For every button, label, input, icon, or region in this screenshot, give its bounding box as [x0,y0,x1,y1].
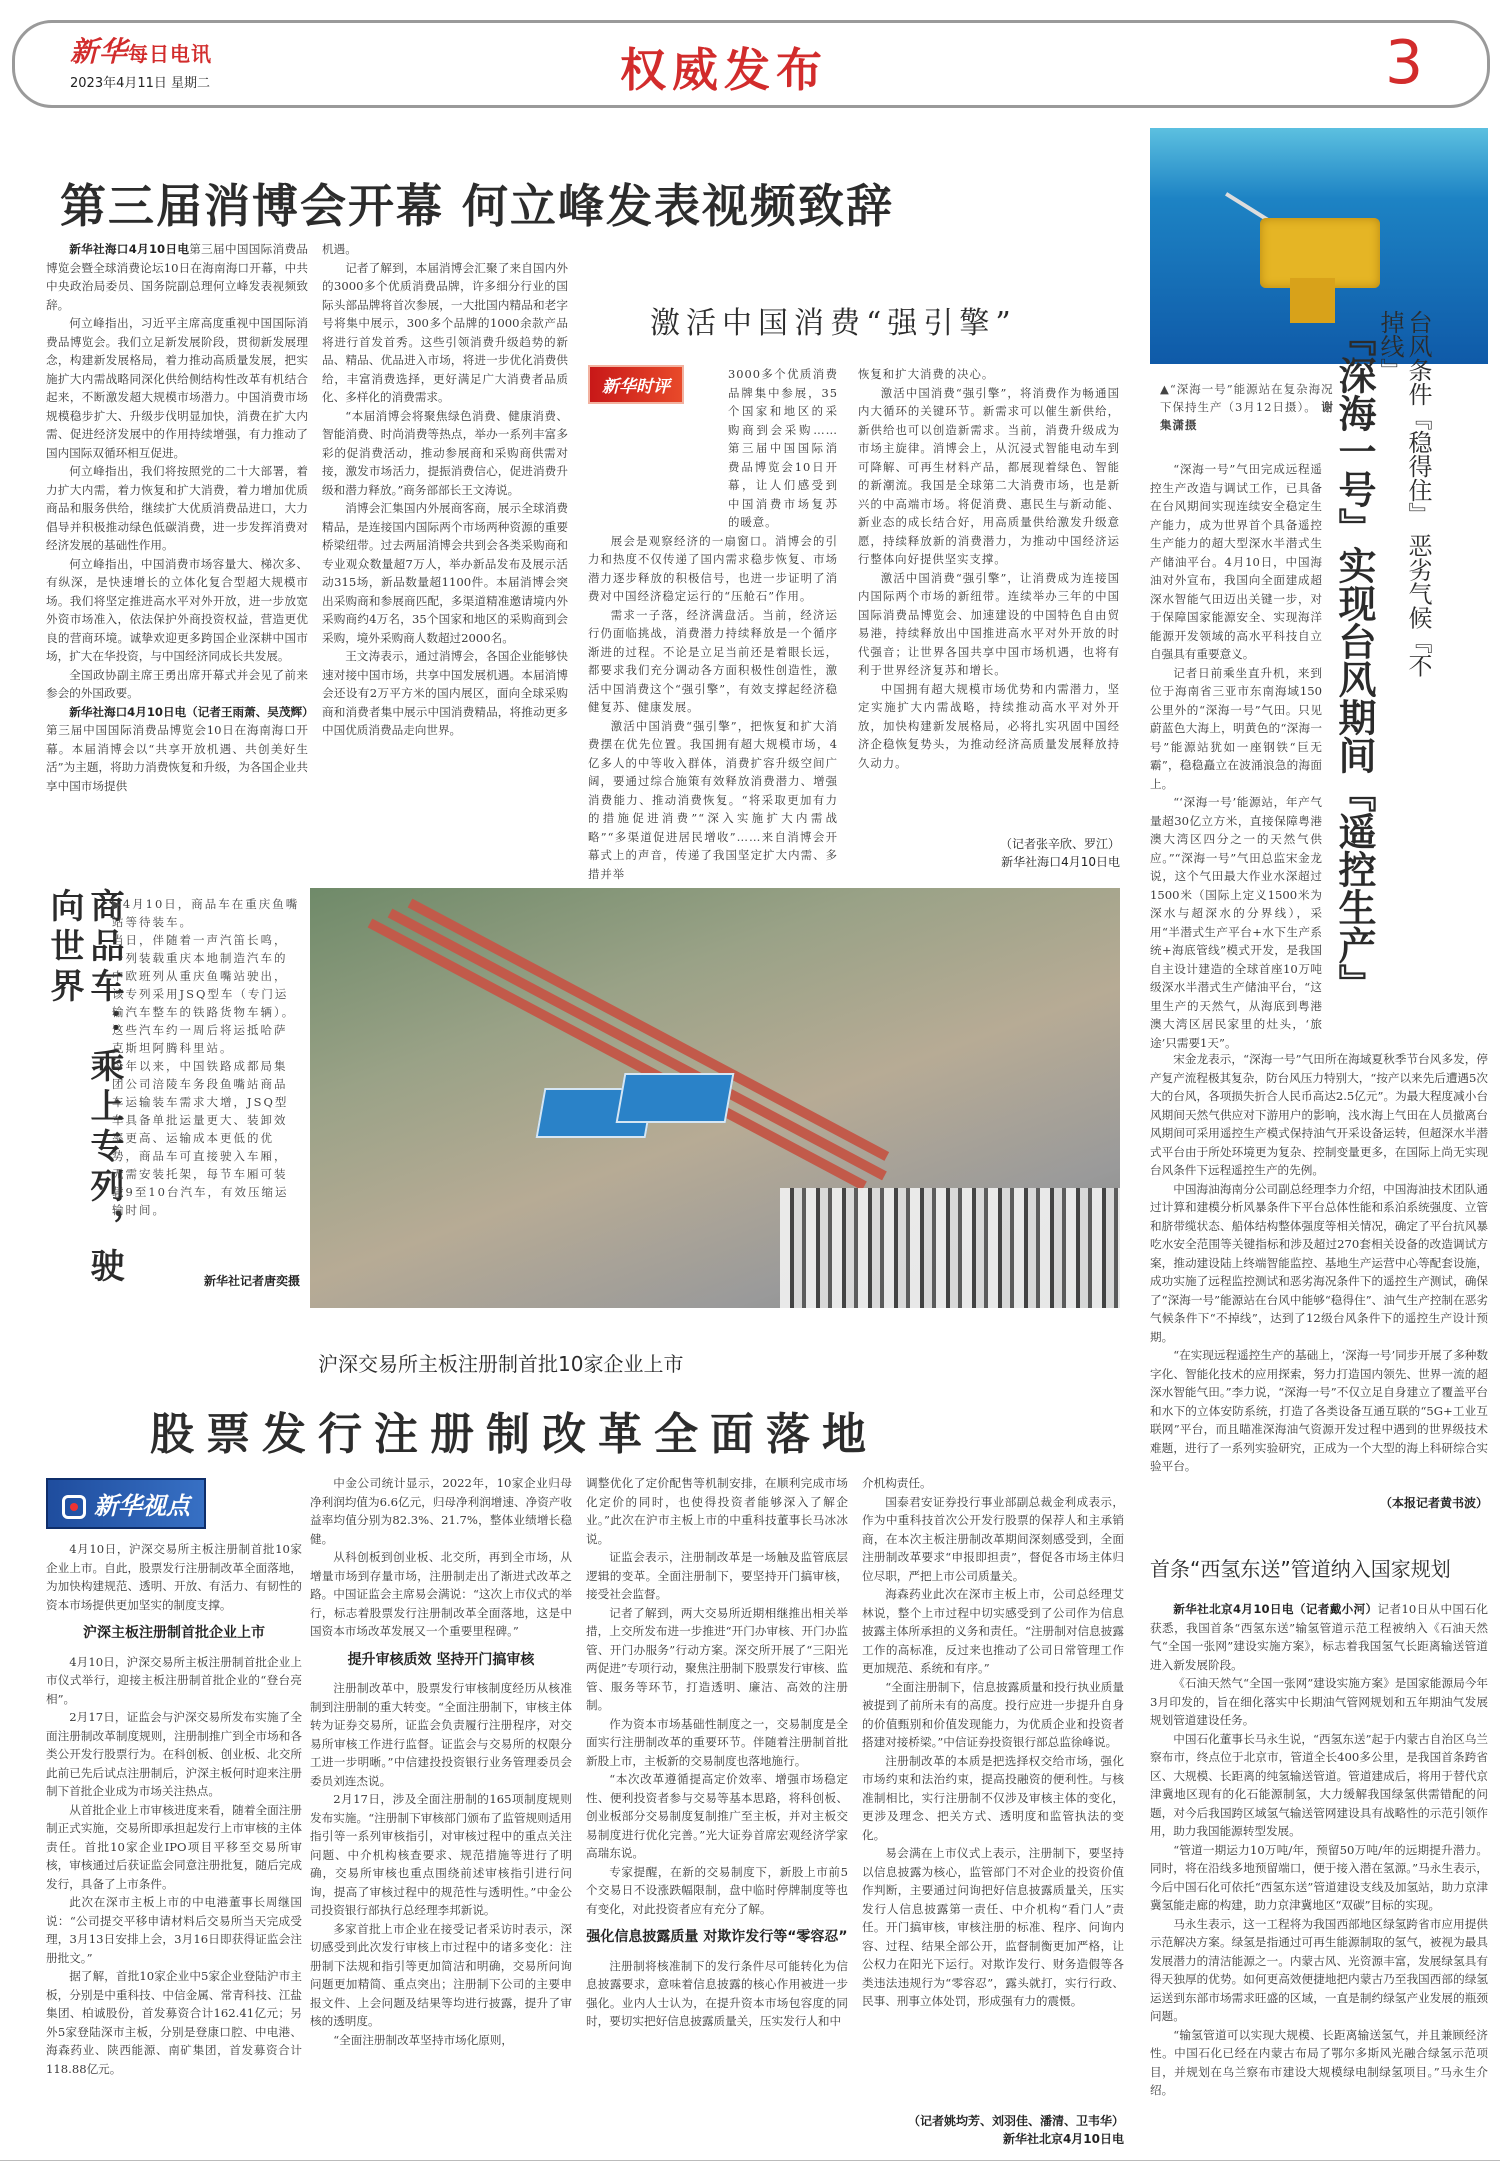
stock-headline: 股票发行注册制改革全面落地 [150,1409,878,1460]
dateline-lead: 新华社北京4月10日电（记者戴小河） [1173,1602,1378,1616]
paragraph-text: 海森药业此次在深市主板上市，公司总经理艾林说，整个上市过程中切实感受到了公司作为信息披露主体所承担的义务和责任。“注册制对信息披露工作的高标准，反过来也推动了公司日常管理工作更加规范、系统和有序。” [862,1587,1124,1675]
page-number: 3 [1385,28,1424,98]
paragraph [322,240,568,259]
photo-caption-text: ▲“深海一号”能源站在复杂海况下保持生产（3月12日摄）。 [1160,382,1334,414]
paragraph-text: 易会满在上市仪式上表示，注册制下，要坚持以信息披露为核心，监管部门不对企业的投资价值作判断，主要通过问询把好信息披露质量关，压实发行人信息披露第一责任、中介机构“看门人”责任。开门搞审核，审核注册的标准、程序、问询内容、过程、结果全部公开，监督制衡更加严格，让公权力在阳光下运行。对欺诈发行、财务造假等各类违法违规行为“零容忍”，露头就打，实行行政、民事、刑事立体处罚，形成强有力的震慑。 [862,1846,1124,2008]
paragraph-text: 此次在深市主板上市的中电港董事长周继国说：“公司提交平移申请材料后交易所当天完成受理，3月13日安排上会，3月16日即获得证监会注册批文。” [46,1895,302,1965]
paragraph-text: 激活中国消费“强引擎”，让消费成为连接国内国际两个市场的新纽带。连续举办三年的中国国际消费品博览会、加速建设的中国特色自由贸易港，持续释放出中国推进高水平对外开放的时代强音；让世界各国共享中国市场机遇，也将有利于世界经济复苏和增长。 [858,570,1120,677]
logo-main: 新华 [70,35,129,68]
paragraph [310,2031,572,2050]
paragraph [1150,1730,1488,1841]
paragraph [586,1548,848,1604]
paragraph-text: “全面注册制下，信息披露质量和投行执业质量被提到了前所未有的高度。投行应进一步提升自身的价值甄别和价值发现能力，为优质企业和投资者搭建对接桥梁。”中信证券投资银行部总监徐峰说。 [862,1679,1124,1749]
paragraph-text: “深海一号”气田完成远程遥控生产改造与调试工作，已具备在台风期间实现连续安全稳定生产能力，成为世界首个具备遥控生产能力的超大型深水半潜式生产储油平台。4月10日，中国海油对外宣布，我国向全面建成超深水智能气田迈出关键一步，对于保障国家能源安全、实现海洋能源开发领域的高水平科技自立自强具有重要意义。 [1150,462,1322,661]
stock-byline [862,2112,1124,2148]
paragraph-text: 全国政协副主席王勇出席开幕式并会见了前来参会的外国政要。 [46,667,308,700]
byline-dateline: 新华社海口4月10日电 [1001,855,1120,869]
paragraph [862,1474,1124,1493]
paragraph [1150,1346,1488,1476]
train-track [368,919,867,1191]
paragraph-text: 何立峰指出，中国消费市场容量大、梯次多、有纵深，是快速增长的立体化复合型超大规模市场。我们将坚定推进高水平对外开放，进一步放宽外资市场准入，依法保护外商投资权益，营造更优良的营商环境。诚挚欢迎更多跨国企业深耕中国市场，扩大在华投资，与中国经济同成长共发展。 [46,556,308,663]
article1-col1 [46,240,314,795]
paragraph-text: 4月10日，沪深交易所主板注册制首批企业上市仪式举行，迎接主板注册制首批企业的“登台亮相”。 [46,1654,302,1706]
section-title: 权威发布 [620,43,828,97]
paragraph [322,407,568,500]
paragraph [862,1844,1124,2011]
paragraph [1150,1674,1488,1730]
hydrogen-body [1150,1600,1488,2100]
article1-col2 [322,240,568,740]
paragraph [858,384,1120,569]
stock-col2 [310,1474,572,2049]
rail-photo-credit: 新华社记者唐奕摄 [203,1274,300,1288]
paragraph-text: 4月10日，沪深交易所主板注册制首批10家企业上市。自此，股票发行注册制改革全面落地，为加快构建规范、透明、开放、有活力、有韧性的资本市场提供更加坚实的制度支撑。 [46,1542,302,1612]
paragraph [46,314,308,462]
deepsea-title: 『深海一号』实现台风期间『遥控生产』 [1332,318,1377,1002]
paragraph [310,1474,572,1548]
paragraph [46,1801,302,1894]
paragraph-text: 注册制将核准制下的发行条件尽可能转化为信息披露要求，意味着信息披露的核心作用被进一步强化。业内人士认为，在提升资本市场包容度的同时，要切实把好信息披露质量关，压实发行人和中 [586,1958,848,2028]
train-track [388,909,887,1181]
paragraph [1150,1841,1488,1915]
paragraph-text: 2月17日，涉及全面注册制的165项制度规则发布实施。“注册制下审核部门颁布了监管规则适用指引等一系列审核指引，对审核过程中的重点关注问题、中介机构核查要求、规范措施等进行了明确，交易所审核也重点围绕前述审核指引进行问询，提高了审核过程中的规范性与透明性。”中金公司投资银行部执行总经理李邦新说。 [310,1792,572,1917]
paragraph-text: 记者日前乘坐直升机，来到位于海南省三亚市东南海域150公里外的“深海一号”气田。只见蔚蓝色大海上，明黄色的“深海一号”能源站犹如一座钢铁“巨无霸”，稳稳矗立在波涌浪急的海面上。 [1150,665,1322,791]
xinhua-viewpoint-badge [46,1478,206,1529]
paragraph-text: “在实现远程遥控生产的基础上，‘深海一号’同步开展了多种数字化、智能化技术的应用探索，努力打造国内领先、世界一流的超深水智能气田。”李力说，“深海一号”不仅立足自身建立了覆盖平台和水下的立体安防系统，打造了各类设备互通互联的“5G+工业互联网”平台，而且瞄准深海油气资源开发过程中遇到的世界级技术难题，进行了一系列实验研究，正成为一个大型的海上科研综合实验平台。 [1150,1348,1488,1473]
paragraph [46,240,308,314]
paragraph [1150,1050,1488,1180]
paragraph [862,1678,1124,1752]
paragraph-text: 据了解，首批10家企业中5家企业登陆沪市主板，分别是中重科技、中信金属、常青科技、江盐集团、柏诚股份，首发募资合计162.41亿元；另外5家登陆深市主板，分别是登康口腔、中电港、海森药业、陕西能源、南矿集团，首发募资合计118.88亿元。 [46,1969,302,2076]
paragraph-text: 多家首批上市企业在接受记者采访时表示，深切感受到此次发行审核上市过程中的诸多变化：注册制下法规和指引等更加简洁和明确，交易所问询问题更加精简、重点突出；注册制下公司的主要申报文件、上会问题及结果等均进行披露，提升了审核的透明度。 [310,1921,572,2028]
deepsea-platform-photo [1150,128,1488,364]
dateline-lead: 新华社海口4月10日电（记者王雨萧、吴茂辉） [69,704,314,719]
camera-icon [62,1495,86,1519]
paragraph-text: 专家提醒，在新的交易制度下，新股上市前5个交易日不设涨跌幅限制，盘中临时停牌制度等也有变化，对此投资者应有充分了解。 [586,1864,848,1916]
parked-cars [780,1188,1120,1308]
paragraph [588,717,838,884]
rail-feature-title: 商品车：乘上专列，驶向世界 [44,888,124,1288]
paragraph [322,499,568,647]
paragraph [322,647,568,740]
paragraph-text: “输氢管道可以实现大规模、长距离输送氢气，并且兼顾经济性。中国石化已经在内蒙古布局了鄂尔多斯风光融合绿氢示范项目，并规划在乌兰察布市建设大规模绿电制绿氢项目。”马永生介绍。 [1150,2027,1488,2097]
issue-date: 2023年4月11日 星期二 [70,76,211,91]
paragraph [862,1752,1124,1845]
paragraph [1150,1915,1488,2026]
rail-feature-caption [112,895,300,1219]
paragraph [588,606,838,717]
paragraph [112,895,300,931]
commentary-col1 [588,365,838,883]
paragraph [46,1708,302,1801]
paragraph-text: 展会是观察经济的一扇窗口。消博会的引力和热度不仅传递了国内需求稳步恢复、市场潜力逐步释放的积极信号，也进一步证明了消费对中国经济稳定运行的“压舱石”作用。 [588,533,838,603]
paragraph-text: 今年以来，中国铁路成都局集团公司涪陵车务段鱼嘴站商品车运输装车需求大增，JSQ型车具备单批运量更大、装卸效率更高、运输成本更低的优势，商品车可直接驶入车厢，无需安装托架，每节车厢可装载9至10台汽车，有效压缩运输时间。 [112,1059,289,1217]
paragraph [1150,1600,1488,1674]
byline-reporters: （记者姚均芳、刘羽佳、潘清、卫韦华） [907,2114,1124,2128]
dateline-lead: 新华社海口4月10日电 [69,242,190,256]
paragraph [46,555,308,666]
paragraph [46,666,308,703]
paragraph-text: “‘深海一号’能源站，年产气量超30亿立方米，直接保障粤港澳大湾区四分之一的天然气供应。”“深海一号”气田总监宋金龙说，这个气田最大作业水深超过1500米（国际上定义1500米为深水与超深水的分界线），采用“半潜式生产平台+水下生产系统+海底管线”模式开发，是我国自主设计建造的全球首座10万吨级深水半潜式生产储油平台，“这里生产的天然气，从海底到粤港澳大湾区居民家里的灶头，‘旅途’只需要1天”。 [1150,795,1322,1050]
deepsea-photo-caption [1160,380,1338,434]
hydrogen-title: 首条“西氢东送”管道纳入国家规划 [1150,1557,1451,1581]
paragraph [858,569,1120,680]
paragraph [588,532,838,606]
paragraph [586,1715,848,1771]
paragraph [586,1770,848,1863]
logo-sub: 每日电讯 [128,42,213,66]
paragraph-text: 中国石化董事长马永生说，“西氢东送”起于内蒙古自治区乌兰察布市，终点位于北京市，管道全长400多公里，是我国首条跨省区、大规模、长距离的纯氢输送管道。管道建成后，将用于替代京津冀地区现有的化石能源制氢，大力缓解我国绿氢供需错配的问题，对今后我国跨区域氢气输送管网建设具有战略性的示范引领作用，助力我国能源转型发展。 [1150,1731,1488,1838]
paragraph [858,365,1120,384]
badge-label: 新华视点 [94,1492,190,1520]
paragraph [858,680,1120,773]
paragraph-text: 注册制改革中，股票发行审核制度经历从核准制到注册制的重大转变。“全面注册制下，审核主体转为证券交易所，证监会负责履行注册程序，对交易所审核工作进行监督。证监会与交易所的权限分工进一步明晰。”中信建投投资银行业务管理委员会委员刘连杰说。 [310,1681,572,1788]
paragraph-text: “全面注册制改革坚持市场化原则， [333,2032,514,2047]
paragraph-text: 证监会表示，注册制改革是一场触及监管底层逻辑的变革。全面注册制下，要坚持开门搞审核，接受社会监督。 [586,1550,848,1601]
paragraph [586,1863,848,1919]
commentary-col2 [858,365,1120,772]
paragraph-text: “本届消博会将聚焦绿色消费、健康消费、智能消费、时尚消费等热点，举办一系列丰富多彩的促消费活动，推动参展商和采购商供需对接，激发市场活力，提振消费信心，促进消费升级和潜力释放。”商务部部长王文涛说。 [322,408,568,497]
paragraph [862,1585,1124,1678]
photo-credit: 谢集潇摄 [1160,400,1334,432]
stock-col3 [586,1474,848,2031]
paragraph-text: 作为资本市场基础性制度之一，交易制度是全面实行注册制改革的重要环节。伴随着注册制首批新股上市，主板新的交易制度也落地施行。 [586,1716,848,1768]
deepsea-subtitle: 台风条件『稳得住』 恶劣气候『不掉线』 [1376,310,1432,678]
stock-col4 [862,1474,1124,2011]
paragraph-text: 从科创板到创业板、北交所，再到全市场，从增量市场到存量市场，注册制走出了渐进式改革之路。中国证监会主席易会满说：“这次上市仪式的举行，标志着股票发行注册制改革全面落地，这是中国资本市场改革发展又一个重要里程碑。” [310,1550,572,1638]
loading-shed [616,1073,735,1123]
paragraph [1150,460,1322,664]
paragraph [862,1493,1124,1586]
paragraph-text: 国泰君安证券投行事业部副总裁金利成表示，作为中重科技首次公开发行股票的保荐人和主承销商，在本次主板注册制改革期间深刻感受到，全面注册制改革要求“申报即担责”，督促各市场主体归位尽职，严把上市公司质量关。 [862,1494,1124,1583]
paragraph-text: 调整优化了定价配售等机制安排，在顺利完成市场化定价的同时，也使得投资者能够深入了解企业。”此次在沪市主板上市的中重科技董事长马冰冰说。 [586,1476,848,1546]
paragraph [310,1920,572,2031]
paragraph-text: 何立峰指出，习近平主席高度重视中国国际消费品博览会。我们立足新发展阶段，贯彻新发展理念，构建新发展格局，着力推动高质量发展，把实施扩大内需战略同深化供给侧结构性改革有机结合起来，不断激发超大规模市场潜力。中国消费市场规模稳步扩大、升级步伐明显加快，消费在扩大内需、促进经济发展中的作用持续增强，有力推动了国内国际双循环相互促进。 [46,316,308,460]
deepsea-col-bottom [1150,1050,1488,1476]
stock-col1 [46,1540,302,2078]
commentary-byline [858,835,1120,871]
paragraph-text: 3000多个优质消费品牌集中参展，35个国家和地区的采购商到会采购……第三届中国国际消费品博览会10日开幕，让人们感受到中国消费市场复苏的暖意。 [728,367,838,529]
paragraph-text: 记者了解到，两大交易所近期相继推出相关举措，上交所发布进一步推进“开门办审核、开门办监管、开门办服务”行动方案。深交所开展了“三阳光两促进”专项行动，聚焦注册制下股票发行审核、监管、服务等环节，打造透明、廉洁、高效的注册制。 [586,1605,848,1712]
newspaper-logo [70,30,212,70]
paragraph-text: 消博会汇集国内外展商客商，展示全球消费精品，是连接国内国际两个市场两种资源的重要桥梁纽带。过去两届消博会共到会各类采购商和专业观众数量超7万人，举办新品发布及展示活动315场，新品数量超1100件。本届消博会突出采购商和参展商匹配，多渠道精准邀请境内外采购商约4万名，35个国家和地区的采购商到会采购，境外采购商人数超过2000名。 [322,501,568,645]
paragraph-text: 2月17日，证监会与沪深交易所发布实施了全面注册制改革制度规则，注册制推广到全市场和各类公开发行股票行为。在科创板、创业板、北交所此前已先后试点注册制后，沪深主板何时迎来注册制下首批企业成为市场关注热点。 [46,1710,302,1798]
paragraph [112,1057,300,1219]
paragraph-text: 恢复和扩大消费的决心。 [858,367,995,381]
paragraph-text: 第三届中国国际消费品博览会10日在海南海口开幕。本届消博会以“共享开放机遇、共创美好生活”为主题，将助力消费恢复和升级，为各国企业共享中国市场提供 [46,723,308,793]
paragraph [46,1540,302,1614]
paragraph-text: “管道一期运力10万吨/年，预留50万吨/年的远期提升潜力。同时，将在沿线多地预留端口，便于接入潜在氢源。”马永生表示，今后中国石化可依托“西氢东送”管道建设支线及加氢站，助力京津冀氢能走廊的构建，助力京津冀地区“双碳”目标的实现。 [1150,1842,1488,1912]
paragraph [586,1474,848,1548]
subheading: 沪深主板注册制首批企业上市 [83,1625,265,1641]
paragraph [46,1967,302,2078]
paragraph [310,1679,572,1790]
paragraph [46,1893,302,1967]
paragraph [1150,2026,1488,2100]
paragraph-text: 注册制改革的本质是把选择权交给市场，强化市场约束和法治约束，提高投融资的便利性。与核准制相比，实行注册制不仅涉及审核主体的变化，更涉及理念、把关方式、透明度和监管执法的变化。 [862,1753,1124,1842]
paragraph [586,1604,848,1715]
paragraph-text: 宋金龙表示，“深海一号”气田所在海域夏秋季节台风多发，停产复产流程极其复杂，防台风压力特别大，“按产以来先后遭遇5次大的台风，各项损失折合人民币高达2.5亿元”。为最大程度减小台风期间天然气供应对下游用户的影响，浅水海上气田在人员撤离台风期间可采用遥控生产模式保持油气开采设备运转，但超深水半潜式平台由于所处环境更为复杂、控制变量更多，在国际上尚无实现台风条件下远程遥控生产的先例。 [1150,1052,1488,1177]
deepsea-col-top [1150,460,1322,1052]
paragraph-text: 《石油天然气“全国一张网”建设实施方案》是国家能源局今年3月印发的，旨在细化落实中长期油气管网规划和五年期油气发展规划管道建设任务。 [1150,1676,1488,1727]
paragraph-text: 中金公司统计显示，2022年，10家企业归母净利润均值为6.6亿元，归母净利润增速、净资产收益率均值分别为82.3%、21.7%，整体业绩增长稳健。 [310,1476,572,1546]
deepsea-byline: （本报记者黄书波） [1379,1496,1488,1510]
paragraph [1150,664,1322,794]
rail-yard-photo [310,888,1120,1308]
paragraph [46,703,314,796]
paragraph-text: 马永生表示，这一工程将为我国西部地区绿氢跨省市应用提供示范解决方案。绿氢是指通过可再生能源制取的氢气，被视为最具发展潜力的清洁能源之一。内蒙古风、光资源丰富，发展绿氢具有得天独厚的优势。如何更高效便捷地把内蒙古乃至我国西部的绿氢运送到东部市场需求旺盛的区域，一直是制约绿氢产业发展的瓶颈问题。 [1150,1916,1488,2023]
page-bottom-rule [0,2160,1500,2161]
paragraph-text: 激活中国消费“强引擎”，把恢复和扩大消费摆在优先位置。我国拥有超大规模市场，4亿多人的中等收入群体，消费扩容升级空间广阔，要通过综合施策有效释放消费潜力、增强消费能力、推动消费恢复。“将采取更加有力的措施促进消费”“深入实施扩大内需战略”“多渠道促进居民增收”……来自消博会开幕式上的声音，传递了我国坚定扩大内需、多措并举 [588,718,838,881]
paragraph-text: 何立峰指出，我们将按照党的二十大部署，着力扩大内需，着力恢复和扩大消费，着力增加优质商品和服务供给，继续扩大优质消费品进口，大力倡导并积极推动绿色低碳消费，进一步发挥消费对经济发展的基础性作用。 [46,464,308,552]
paragraph-text: 激活中国消费“强引擎”，将消费作为畅通国内大循环的关键环节。新需求可以催生新供给，新供给也可以创造新需求。当前，消费升级成为市场主旋律。消博会上，从沉浸式智能电动车到可降解、可再生材料产品，都展现着绿色、智能的新潮流。我国是全球第二大消费市场，也是新兴的中高端市场。将促消费、惠民生与新动能、新业态的成长结合好，用高质量供给激发升级意愿，持续释放新的消费潜力，为推动中国经济运行整体向好提供坚实支撑。 [858,385,1120,566]
paragraph [588,365,838,532]
paragraph [1150,793,1322,1052]
paragraph-text: 从首批企业上市审核进度来看，随着全面注册制正式实施，交易所即承担起发行上市审核的主体责任。首批10家企业IPO项目平移至交易所审核，审核通过后获证监会同意注册批复，随后完成发行，具备了上市条件。 [46,1802,302,1891]
paragraph [586,1957,848,2031]
paragraph-text: 中国拥有超大规模市场优势和内需潜力，坚定实施扩大内需战略，持续推动高水平对外开放，加快构建新发展格局，必将扎实巩固中国经济企稳恢复势头，为推动经济高质量发展释放持久动力。 [858,681,1120,770]
byline-reporters: （记者张辛欣、罗江） [999,837,1120,851]
paragraph [310,1790,572,1920]
paragraph [310,1548,572,1641]
paragraph [1150,1180,1488,1347]
subheading: 提升审核质效 坚持开门搞审核 [347,1651,535,1668]
paragraph [322,259,568,407]
paragraph-text: 王文涛表示，通过消博会，各国企业能够快速对接中国市场，共享中国发展机遇。本届消博会还设有2万平方米的国内展区，面向全球采购商和消费者集中展示中国消费精品，将推动更多中国优质消费品走向世界。 [322,649,568,737]
paragraph-text: 第三届中国国际消费品博览会暨全球消费论坛10日在海南海口开幕，中共中央政治局委员、国务院副总理何立峰发表视频致辞。 [46,242,308,312]
commentary-title: 激活中国消费“强引擎” [650,306,1017,341]
paragraph-text: ▶4月10日，商品车在重庆鱼嘴站等待装车。 [112,897,300,929]
byline-dateline: 新华社北京4月10日电 [1002,2132,1124,2146]
paragraph-text: “本次改革遵循提高定价效率、增强市场稳定性、便利投资者参与交易等基本思路，将科创板、创业板部分交易制度复制推广至主板，并对主板交易制度进行优化完善。”光大证券首席宏观经济学家高瑞东说。 [586,1772,848,1860]
paragraph [46,462,308,555]
xinhua-commentary-badge: 新华时评 [588,365,684,404]
paragraph-text: 需求一子落，经济满盘活。当前，经济运行仍面临挑战，消费潜力持续释放是一个循序渐进的过程。不论是立足当前还是着眼长远，都要求我们充分调动各方面积极性创造性，激活中国消费这个“强引擎”，有效支撑起经济稳健复苏、健康发展。 [588,607,838,714]
paragraph-text: 中国海油海南分公司副总经理李力介绍，中国海油技术团队通过计算和建模分析风暴条件下平台总体性能和系泊系统强度、立管和脐带缆状态、船体结构整体强度等相关情况，确定了平台抗风暴吃水安全范围等关键指标和涉及超过270套相关设备的改造调试方案，推动建设陆上终端智能监控、基地生产运营中心等配套设施，成功实施了远程监控测试和恶劣海况条件下的遥控生产测试，确保了“深海一号”能源站在台风中能够“稳得住”、油气生产控制在恶劣气候条件下“不掉线”，达到了12级台风条件下的遥控生产设计预期。 [1150,1181,1488,1344]
subheading: 强化信息披露质量 对欺诈发行等“零容忍” [586,1929,848,1945]
paragraph-text: 记者10日从中国石化获悉，我国首条“西氢东送”输氢管道示范工程被纳入《石油天然气“全国一张网”建设实施方案》，标志着我国氢气长距离输送管道进入新发展阶段。 [1150,1602,1488,1672]
paragraph-text: 介机构责任。 [862,1476,932,1490]
article-headline: 第三届消博会开幕 何立峰发表视频致辞 [60,179,895,233]
paragraph-text: 当日，伴随着一声汽笛长鸣，一列装载重庆本地制造汽车的中欧班列从重庆鱼嘴站驶出，该专列采用JSQ型车（专门运输汽车整车的铁路货物车辆）。这些汽车约一周后将运抵哈萨克斯坦阿腾科里站。 [112,933,296,1055]
stock-kicker: 沪深交易所主板注册制首批10家企业上市 [318,1352,684,1376]
paragraph [112,931,300,1057]
platform-column [1290,278,1335,323]
paragraph-text: 记者了解到，本届消博会汇聚了来自国内外的3000多个优质消费品牌，许多细分行业的国际头部品牌将首次参展，一大批国内精品和老字号将集中展示，300多个品牌的1000余款产品将进行首发首秀。这些引领消费升级趋势的新品、精品、优品进入市场，将进一步优化消费供给，丰富消费选择，更好满足广大消费者品质化、多样化的消费需求。 [322,260,568,404]
paragraph [46,1653,302,1709]
paragraph-text: 机遇。 [322,242,357,256]
